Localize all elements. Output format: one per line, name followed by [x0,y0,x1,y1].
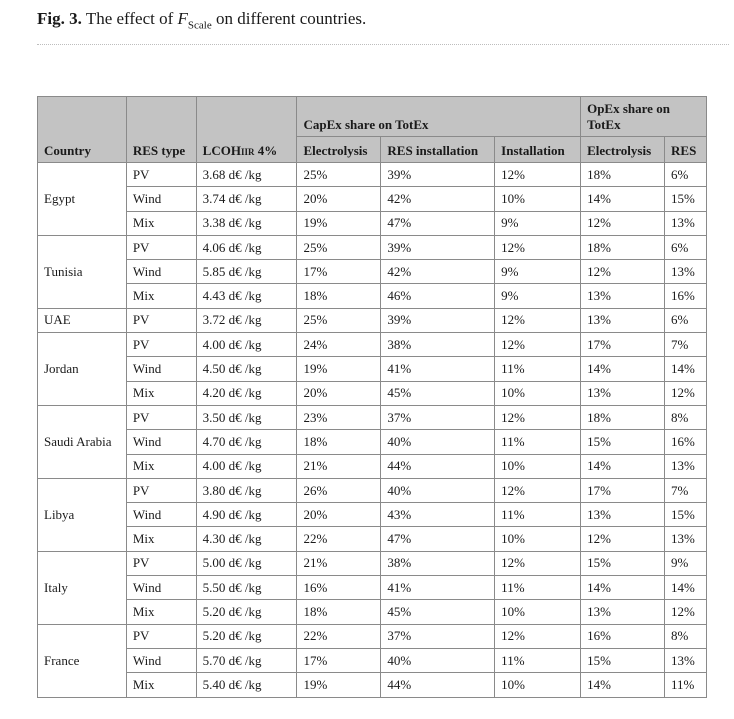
lcoh-cell: 5.20 d€ /kg [196,600,297,624]
header-lcoh-subscript: IIR [240,147,255,157]
opex-res-cell: 13% [665,211,707,235]
res-type-cell: Mix [126,211,196,235]
capex-installation-cell: 11% [495,576,581,600]
caption-variable-subscript: Scale [187,19,212,32]
capex-installation-cell: 12% [495,478,581,502]
capex-res-installation-cell: 47% [381,211,495,235]
res-type-cell: Wind [126,357,196,381]
capex-installation-cell: 10% [495,187,581,211]
opex-res-cell: 14% [665,576,707,600]
table-body [38,163,707,698]
opex-electrolysis-cell: 17% [581,478,665,502]
lcoh-cell: 4.43 d€ /kg [196,284,297,308]
capex-res-installation-cell: 40% [381,648,495,672]
table-row [38,430,707,454]
capex-res-installation-cell: 44% [381,673,495,697]
header-row-top [38,97,707,137]
table-row [38,503,707,527]
opex-res-cell: 13% [665,260,707,284]
lcoh-cell: 4.50 d€ /kg [196,357,297,381]
table-row [38,551,707,575]
capex-installation-cell: 11% [495,503,581,527]
opex-res-cell: 15% [665,187,707,211]
capex-res-installation-cell: 42% [381,260,495,284]
capex-res-installation-cell: 39% [381,308,495,332]
table-row [38,600,707,624]
capex-electrolysis-cell: 18% [297,600,381,624]
res-type-cell: Wind [126,260,196,284]
separator-line [37,44,729,45]
results-table [37,96,707,698]
res-type-cell: PV [126,624,196,648]
res-type-cell: Wind [126,576,196,600]
capex-installation-cell: 9% [495,211,581,235]
capex-installation-cell: 11% [495,430,581,454]
lcoh-cell: 4.20 d€ /kg [196,381,297,405]
table-row [38,260,707,284]
opex-res-cell: 12% [665,381,707,405]
lcoh-cell: 5.00 d€ /kg [196,551,297,575]
capex-electrolysis-cell: 20% [297,187,381,211]
table-row [38,381,707,405]
capex-electrolysis-cell: 19% [297,211,381,235]
capex-electrolysis-cell: 25% [297,163,381,187]
capex-res-installation-cell: 44% [381,454,495,478]
figure-label-period: . [77,9,82,28]
capex-res-installation-cell: 38% [381,551,495,575]
opex-res-cell: 14% [665,357,707,381]
opex-electrolysis-cell: 13% [581,308,665,332]
capex-installation-cell: 12% [495,235,581,259]
table-row [38,624,707,648]
opex-electrolysis-cell: 12% [581,260,665,284]
table-row [38,576,707,600]
country-cell: Egypt [38,163,127,236]
opex-electrolysis-cell: 14% [581,187,665,211]
opex-res-cell: 8% [665,624,707,648]
opex-electrolysis-cell: 13% [581,381,665,405]
capex-installation-cell: 10% [495,600,581,624]
res-type-cell: PV [126,163,196,187]
capex-installation-cell: 10% [495,673,581,697]
capex-electrolysis-cell: 23% [297,405,381,429]
lcoh-cell: 5.50 d€ /kg [196,576,297,600]
table-row [38,478,707,502]
capex-res-installation-cell: 45% [381,381,495,405]
res-type-cell: PV [126,478,196,502]
capex-installation-cell: 12% [495,333,581,357]
opex-res-cell: 8% [665,405,707,429]
figure-caption [37,9,366,31]
res-type-cell: PV [126,405,196,429]
capex-installation-cell: 11% [495,648,581,672]
res-type-cell: Mix [126,673,196,697]
capex-installation-cell: 12% [495,624,581,648]
res-type-cell: Wind [126,648,196,672]
capex-res-installation-cell: 39% [381,235,495,259]
capex-electrolysis-cell: 25% [297,308,381,332]
opex-res-cell: 13% [665,648,707,672]
caption-variable-symbol: F [177,9,188,28]
capex-electrolysis-cell: 20% [297,503,381,527]
opex-res-cell: 7% [665,478,707,502]
capex-installation-cell: 9% [495,260,581,284]
capex-res-installation-cell: 46% [381,284,495,308]
table-row [38,284,707,308]
res-type-cell: Mix [126,381,196,405]
capex-installation-cell: 12% [495,405,581,429]
capex-electrolysis-cell: 17% [297,260,381,284]
res-type-cell: PV [126,308,196,332]
opex-electrolysis-cell: 15% [581,648,665,672]
capex-res-installation-cell: 43% [381,503,495,527]
table-row [38,333,707,357]
capex-electrolysis-cell: 20% [297,381,381,405]
lcoh-cell: 3.72 d€ /kg [196,308,297,332]
country-cell: Tunisia [38,235,127,308]
lcoh-cell: 5.40 d€ /kg [196,673,297,697]
capex-electrolysis-cell: 21% [297,454,381,478]
opex-electrolysis-cell: 14% [581,673,665,697]
opex-electrolysis-cell: 13% [581,284,665,308]
lcoh-cell: 3.38 d€ /kg [196,211,297,235]
header-lcoh-label: LCOH [202,143,241,158]
lcoh-cell: 5.20 d€ /kg [196,624,297,648]
lcoh-cell: 3.68 d€ /kg [196,163,297,187]
res-type-cell: PV [126,333,196,357]
table-row [38,211,707,235]
opex-electrolysis-cell: 13% [581,600,665,624]
opex-res-cell: 9% [665,551,707,575]
capex-electrolysis-cell: 16% [297,576,381,600]
lcoh-cell: 3.80 d€ /kg [196,478,297,502]
capex-installation-cell: 10% [495,454,581,478]
capex-installation-cell: 12% [495,163,581,187]
caption-variable [177,9,212,32]
lcoh-cell: 4.30 d€ /kg [196,527,297,551]
opex-electrolysis-cell: 13% [581,503,665,527]
capex-res-installation-cell: 45% [381,600,495,624]
capex-installation-cell: 11% [495,357,581,381]
header-lcoh [196,97,297,163]
opex-electrolysis-cell: 14% [581,576,665,600]
capex-installation-cell: 12% [495,551,581,575]
header-capex-electrolysis: Electrolysis [297,137,381,163]
opex-electrolysis-cell: 18% [581,405,665,429]
res-type-cell: Mix [126,600,196,624]
table-row [38,454,707,478]
lcoh-cell: 4.06 d€ /kg [196,235,297,259]
opex-res-cell: 6% [665,163,707,187]
table-row [38,527,707,551]
lcoh-cell: 3.74 d€ /kg [196,187,297,211]
country-cell: Jordan [38,333,127,406]
opex-res-cell: 13% [665,454,707,478]
table-row [38,648,707,672]
opex-electrolysis-cell: 12% [581,527,665,551]
table-row [38,405,707,429]
opex-res-cell: 16% [665,430,707,454]
res-type-cell: Wind [126,187,196,211]
country-cell: Italy [38,551,127,624]
header-opex-res: RES [665,137,707,163]
country-cell: Libya [38,478,127,551]
opex-electrolysis-cell: 14% [581,454,665,478]
header-opex-group: OpEx share on TotEx [581,97,707,137]
capex-res-installation-cell: 37% [381,624,495,648]
header-capex-res-installation: RES installation [381,137,495,163]
opex-res-cell: 7% [665,333,707,357]
opex-res-cell: 12% [665,600,707,624]
opex-res-cell: 13% [665,527,707,551]
opex-electrolysis-cell: 16% [581,624,665,648]
header-country: Country [38,97,127,163]
opex-res-cell: 16% [665,284,707,308]
opex-electrolysis-cell: 15% [581,430,665,454]
opex-res-cell: 11% [665,673,707,697]
opex-res-cell: 6% [665,235,707,259]
header-capex-installation: Installation [495,137,581,163]
capex-electrolysis-cell: 17% [297,648,381,672]
opex-electrolysis-cell: 12% [581,211,665,235]
capex-electrolysis-cell: 26% [297,478,381,502]
opex-electrolysis-cell: 18% [581,163,665,187]
capex-electrolysis-cell: 24% [297,333,381,357]
lcoh-cell: 4.70 d€ /kg [196,430,297,454]
opex-electrolysis-cell: 15% [581,551,665,575]
figure-label: Fig. 3 [37,9,78,28]
capex-electrolysis-cell: 25% [297,235,381,259]
table-row [38,163,707,187]
caption-text-before: The effect of [85,9,174,28]
capex-res-installation-cell: 41% [381,357,495,381]
caption-text-after: on different countries. [216,9,367,28]
capex-installation-cell: 9% [495,284,581,308]
lcoh-cell: 3.50 d€ /kg [196,405,297,429]
capex-installation-cell: 10% [495,527,581,551]
capex-electrolysis-cell: 18% [297,284,381,308]
opex-electrolysis-cell: 17% [581,333,665,357]
res-type-cell: Wind [126,503,196,527]
capex-res-installation-cell: 37% [381,405,495,429]
capex-installation-cell: 10% [495,381,581,405]
capex-res-installation-cell: 40% [381,478,495,502]
res-type-cell: Mix [126,284,196,308]
capex-res-installation-cell: 47% [381,527,495,551]
opex-electrolysis-cell: 18% [581,235,665,259]
country-cell: France [38,624,127,697]
capex-installation-cell: 12% [495,308,581,332]
table-row [38,235,707,259]
header-capex-group: CapEx share on TotEx [297,97,581,137]
table-row [38,357,707,381]
res-type-cell: PV [126,235,196,259]
capex-electrolysis-cell: 19% [297,673,381,697]
lcoh-cell: 4.90 d€ /kg [196,503,297,527]
country-cell: UAE [38,308,127,332]
capex-res-installation-cell: 41% [381,576,495,600]
country-cell: Saudi Arabia [38,405,127,478]
table-row [38,673,707,697]
res-type-cell: PV [126,551,196,575]
table-row [38,308,707,332]
capex-res-installation-cell: 39% [381,163,495,187]
capex-electrolysis-cell: 22% [297,527,381,551]
capex-res-installation-cell: 38% [381,333,495,357]
res-type-cell: Mix [126,454,196,478]
capex-electrolysis-cell: 21% [297,551,381,575]
header-opex-electrolysis: Electrolysis [581,137,665,163]
lcoh-cell: 5.70 d€ /kg [196,648,297,672]
header-lcoh-suffix: 4% [257,143,278,158]
res-type-cell: Mix [126,527,196,551]
capex-electrolysis-cell: 22% [297,624,381,648]
capex-electrolysis-cell: 18% [297,430,381,454]
table-row [38,187,707,211]
capex-res-installation-cell: 42% [381,187,495,211]
res-type-cell: Wind [126,430,196,454]
lcoh-cell: 4.00 d€ /kg [196,333,297,357]
header-res-type: RES type [126,97,196,163]
capex-electrolysis-cell: 19% [297,357,381,381]
lcoh-cell: 4.00 d€ /kg [196,454,297,478]
opex-electrolysis-cell: 14% [581,357,665,381]
capex-res-installation-cell: 40% [381,430,495,454]
lcoh-cell: 5.85 d€ /kg [196,260,297,284]
opex-res-cell: 6% [665,308,707,332]
opex-res-cell: 15% [665,503,707,527]
